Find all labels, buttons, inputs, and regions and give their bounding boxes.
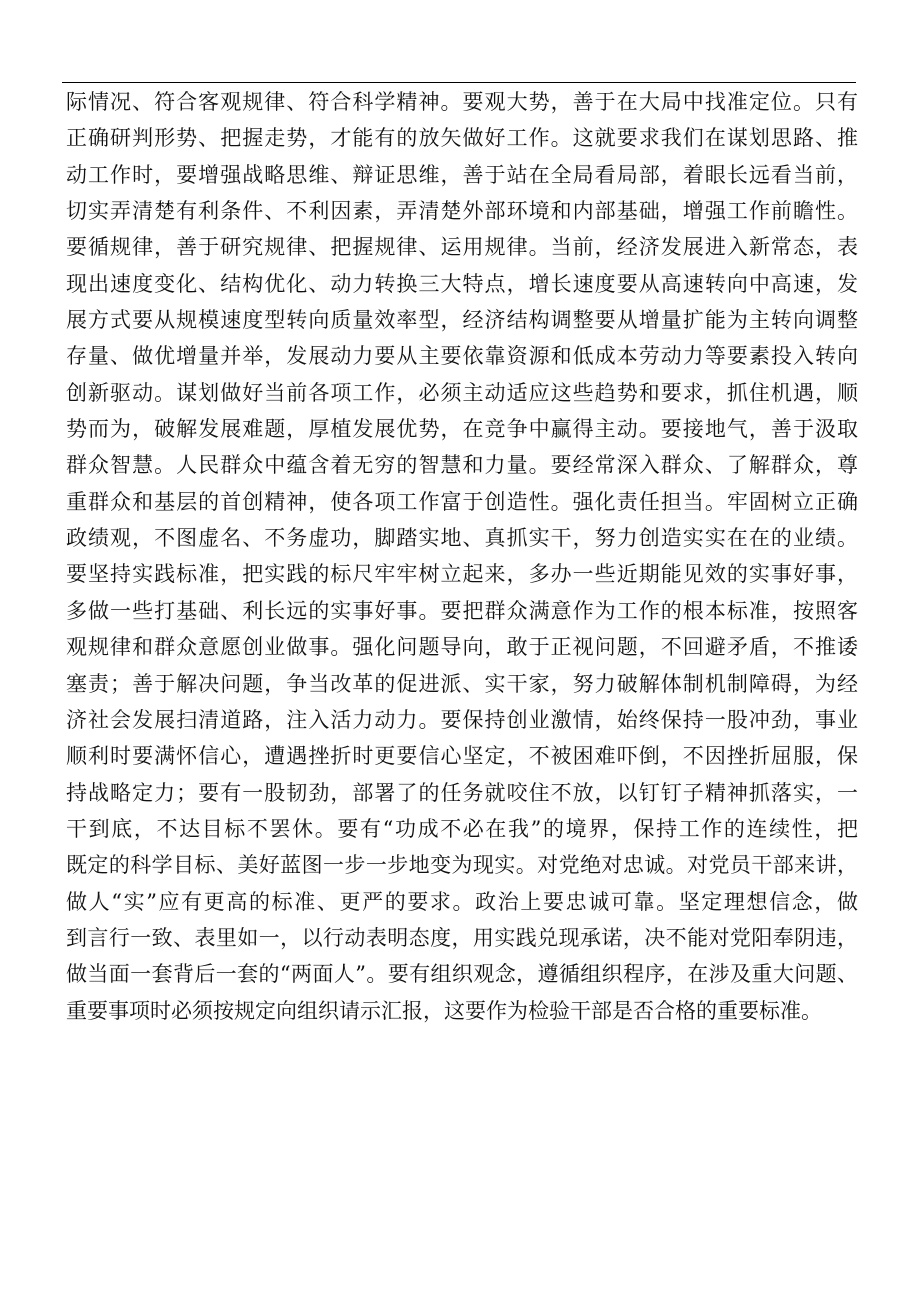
text-line: 动工作时，要增强战略思维、辩证思维，善于站在全局看局部，着眼长远看当前， — [66, 162, 858, 187]
text-line: 要坚持实践标准，把实践的标尺牢牢树立起来，多办一些近期能见效的实事好事， — [66, 562, 858, 587]
text-line: 切实弄清楚有利条件、不利因素，弄清楚外部环境和内部基础，增强工作前瞻性。 — [66, 199, 858, 224]
text-line: 到言行一致、表里如一，以行动表明态度，用实践兑现承诺，决不能对党阳奉阴违， — [66, 925, 858, 950]
text-line: 既定的科学目标、美好蓝图一步一步地变为现实。对党绝对忠诚。对党员干部来讲， — [66, 853, 858, 878]
text-line: 展方式要从规模速度型转向质量效率型，经济结构调整要从增量扩能为主转向调整 — [66, 308, 858, 333]
text-line: 做当面一套背后一套的“两面人”。要有组织观念，遵循组织程序，在涉及重大问题、 — [66, 962, 858, 987]
text-line: 现出速度变化、结构优化、动力转换三大特点，增长速度要从高速转向中高速，发 — [66, 271, 858, 296]
text-line: 正确研判形势、把握走势，才能有的放矢做好工作。这就要求我们在谋划思路、推 — [66, 126, 858, 151]
body-paragraph — [66, 84, 858, 1029]
text-line: 重群众和基层的首创精神，使各项工作富于创造性。强化责任担当。牢固树立正确 — [66, 489, 858, 514]
text-line: 观规律和群众意愿创业做事。强化问题导向，敢于正视问题，不回避矛盾，不推诿 — [66, 635, 858, 660]
text-line: 要循规律，善于研究规律、把握规律、运用规律。当前，经济发展进入新常态，表 — [66, 235, 858, 260]
text-line: 干到底，不达目标不罢休。要有“功成不必在我”的境界，保持工作的连续性，把 — [66, 816, 858, 841]
text-line: 际情况、符合客观规律、符合科学精神。要观大势，善于在大局中找准定位。只有 — [66, 90, 858, 114]
text-line: 济社会发展扫清道路，注入活力动力。要保持创业激情，始终保持一股冲劲，事业 — [66, 707, 858, 732]
text-line: 多做一些打基础、利长远的实事好事。要把群众满意作为工作的根本标准，按照客 — [66, 598, 858, 623]
text-line: 重要事项时必须按规定向组织请示汇报，这要作为检验干部是否合格的重要标准。 — [66, 998, 822, 1023]
text-line: 存量、做优增量并举，发展动力要从主要依靠资源和低成本劳动力等要素投入转向 — [66, 344, 858, 369]
header-rule — [62, 82, 856, 83]
text-line: 塞责；善于解决问题，争当改革的促进派、实干家，努力破解体制机制障碍，为经 — [66, 671, 858, 696]
text-line: 顺利时要满怀信心，遭遇挫折时更要信心坚定，不被困难吓倒，不因挫折屈服，保 — [66, 744, 858, 769]
text-line: 势而为，破解发展难题，厚植发展优势，在竞争中赢得主动。要接地气，善于汲取 — [66, 417, 858, 442]
text-line: 创新驱动。谋划做好当前各项工作，必须主动适应这些趋势和要求，抓住机遇，顺 — [66, 380, 858, 405]
text-line: 政绩观，不图虚名、不务虚功，脚踏实地、真抓实干，努力创造实实在在的业绩。 — [66, 526, 858, 551]
text-line: 持战略定力；要有一股韧劲，部署了的任务就咬住不放，以钉钉子精神抓落实，一 — [66, 780, 858, 805]
text-line: 群众智慧。人民群众中蕴含着无穷的智慧和力量。要经常深入群众、了解群众，尊 — [66, 453, 858, 478]
text-line: 做人“实”应有更高的标准、更严的要求。政治上要忠诚可靠。坚定理想信念，做 — [66, 889, 858, 914]
